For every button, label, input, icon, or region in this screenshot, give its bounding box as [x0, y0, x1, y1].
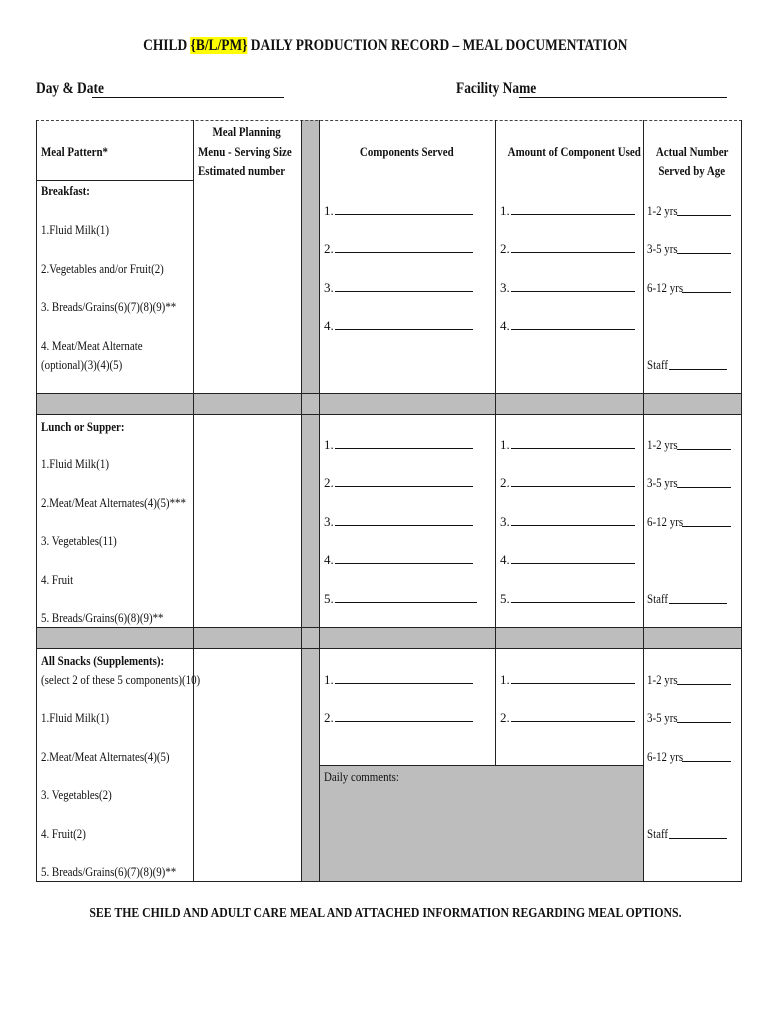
- lunch-amount-field[interactable]: 4.: [500, 552, 635, 568]
- meal-type-highlight: {B/L/PM}: [190, 37, 248, 54]
- breakfast-amount-field[interactable]: 2.: [500, 241, 635, 257]
- lunch-staff-field[interactable]: Staff: [647, 591, 669, 606]
- breakfast-age-field[interactable]: 3-5 yrs: [647, 241, 678, 256]
- lunch-component-field[interactable]: 4.: [324, 552, 473, 568]
- shaded-separator-row: [36, 393, 742, 414]
- shaded-separator-row: [36, 627, 742, 648]
- breakfast-item: 2.Vegetables and/or Fruit(2): [41, 261, 164, 276]
- lunch-amount-field[interactable]: 1.: [500, 437, 635, 453]
- col-header-serving-size: Menu - Serving Size: [198, 144, 292, 159]
- snacks-subtitle: (select 2 of these 5 components)(10): [41, 672, 201, 687]
- lunch-age-field[interactable]: 6-12 yrs: [647, 514, 684, 529]
- breakfast-component-field[interactable]: 2.: [324, 241, 473, 257]
- shaded-spacer-column: [301, 120, 319, 882]
- breakfast-component-field[interactable]: 1.: [324, 203, 473, 219]
- snacks-age-field[interactable]: 3-5 yrs: [647, 710, 678, 725]
- snacks-amount-field[interactable]: 1.: [500, 672, 635, 688]
- breakfast-age-field[interactable]: 6-12 yrs: [647, 280, 684, 295]
- col-header-amount-used: Amount of Component Used: [507, 144, 641, 159]
- footer-note: SEE THE CHILD AND ADULT CARE MEAL AND ATTACHED INFORMATION REGARDING MEAL OPTIONS.: [88, 906, 682, 921]
- breakfast-item: 3. Breads/Grains(6)(7)(8)(9)**: [41, 299, 177, 314]
- facility-name-field[interactable]: [519, 96, 727, 98]
- snacks-item: 3. Vegetables(2): [41, 787, 112, 802]
- snacks-age-field[interactable]: 1-2 yrs: [647, 672, 678, 687]
- lunch-title: Lunch or Supper:: [41, 419, 125, 434]
- lunch-amount-field[interactable]: 2.: [500, 475, 635, 491]
- lunch-amount-field[interactable]: 5.: [500, 591, 635, 607]
- lunch-item: 1.Fluid Milk(1): [41, 456, 109, 471]
- page-title: CHILD {B/L/PM} DAILY PRODUCTION RECORD – MEAL DOCUMENTATION: [142, 37, 628, 54]
- lunch-component-field[interactable]: 3.: [324, 514, 473, 530]
- lunch-item: 3. Vegetables(11): [41, 533, 117, 548]
- breakfast-item: 4. Meat/Meat Alternate: [41, 338, 143, 353]
- col-header-meal-planning: Meal Planning: [212, 124, 282, 139]
- snacks-item: 5. Breads/Grains(6)(7)(8)(9)**: [41, 864, 177, 879]
- snacks-item: 4. Fruit(2): [41, 826, 86, 841]
- col-header-served-by-age: Served by Age: [658, 163, 726, 178]
- lunch-item: 5. Breads/Grains(6)(8)(9)**: [41, 610, 164, 625]
- lunch-component-field[interactable]: 1.: [324, 437, 473, 453]
- lunch-component-field[interactable]: 5.: [324, 591, 477, 607]
- daily-comments-field[interactable]: Daily comments:: [324, 769, 399, 784]
- breakfast-amount-field[interactable]: 1.: [500, 203, 635, 219]
- snacks-title: All Snacks (Supplements):: [41, 653, 165, 668]
- breakfast-amount-field[interactable]: 3.: [500, 280, 635, 296]
- breakfast-item: 1.Fluid Milk(1): [41, 222, 109, 237]
- breakfast-title: Breakfast:: [41, 183, 90, 198]
- breakfast-staff-field[interactable]: Staff: [647, 357, 669, 372]
- snacks-component-field[interactable]: 1.: [324, 672, 473, 688]
- breakfast-item: (optional)(3)(4)(5): [41, 357, 123, 372]
- snacks-staff-field[interactable]: Staff: [647, 826, 669, 841]
- breakfast-component-field[interactable]: 3.: [324, 280, 473, 296]
- lunch-item: 4. Fruit: [41, 572, 74, 587]
- breakfast-component-field[interactable]: 4.: [324, 318, 473, 334]
- snacks-item: 1.Fluid Milk(1): [41, 710, 109, 725]
- lunch-item: 2.Meat/Meat Alternates(4)(5)***: [41, 495, 186, 510]
- lunch-age-field[interactable]: 3-5 yrs: [647, 475, 678, 490]
- lunch-component-field[interactable]: 2.: [324, 475, 473, 491]
- col-header-estimated-number: Estimated number: [198, 163, 286, 178]
- snacks-age-field[interactable]: 6-12 yrs: [647, 749, 684, 764]
- snacks-amount-field[interactable]: 2.: [500, 710, 635, 726]
- breakfast-amount-field[interactable]: 4.: [500, 318, 635, 334]
- lunch-age-field[interactable]: 1-2 yrs: [647, 437, 678, 452]
- facility-name-label: Facility Name: [456, 80, 537, 97]
- lunch-amount-field[interactable]: 3.: [500, 514, 635, 530]
- day-date-label: Day & Date: [36, 80, 104, 97]
- breakfast-age-field[interactable]: 1-2 yrs: [647, 203, 678, 218]
- snacks-item: 2.Meat/Meat Alternates(4)(5): [41, 749, 170, 764]
- day-date-field[interactable]: [92, 96, 284, 98]
- col-header-components-served: Components Served: [360, 144, 454, 159]
- col-header-meal-pattern: Meal Pattern*: [41, 144, 109, 159]
- col-header-actual-number: Actual Number: [655, 144, 729, 159]
- snacks-component-field[interactable]: 2.: [324, 710, 473, 726]
